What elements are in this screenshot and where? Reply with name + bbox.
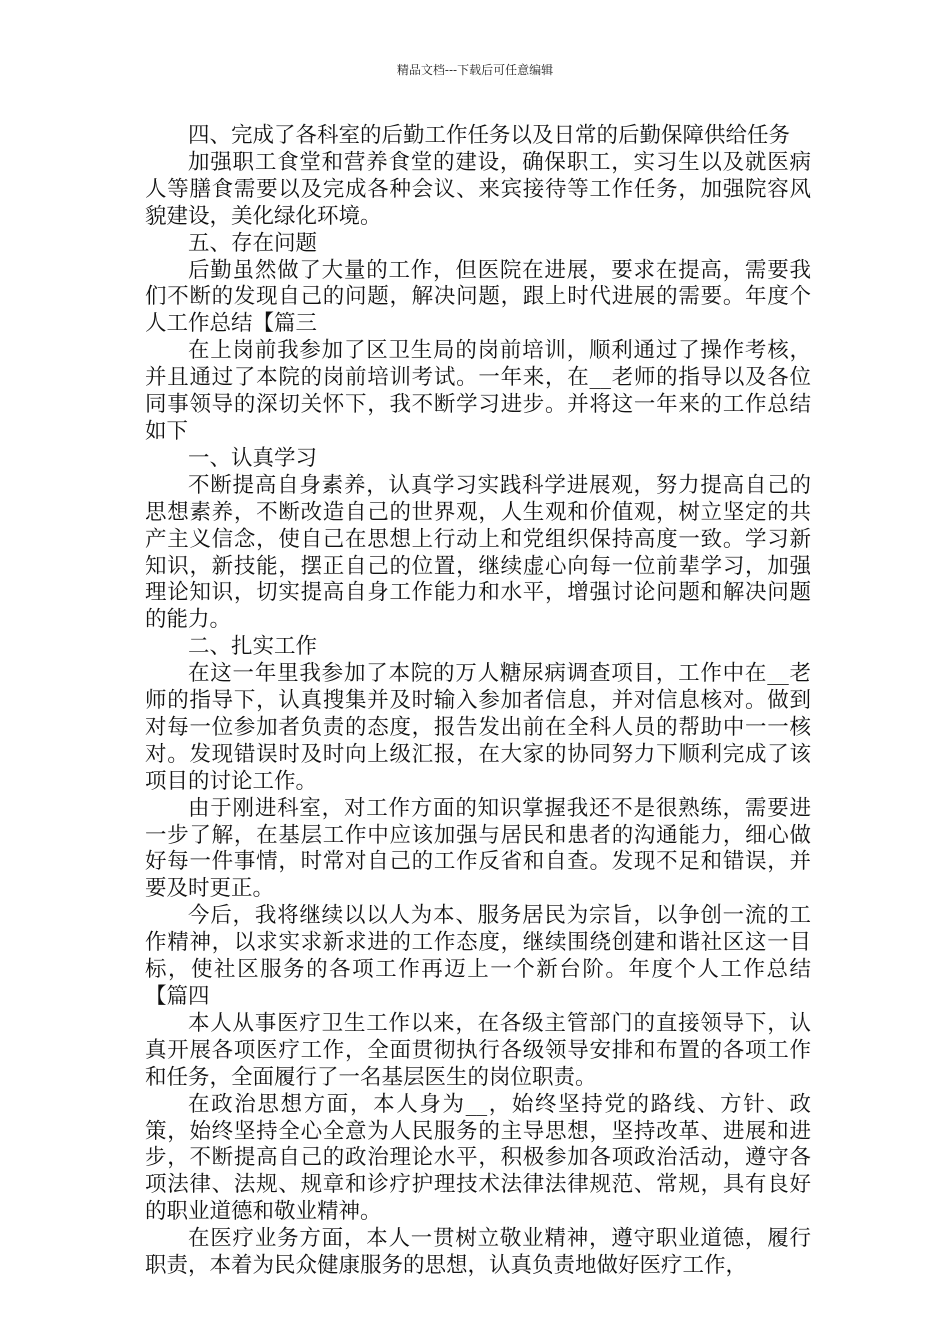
page-header: 精品文档---下载后可任意编辑 <box>396 63 554 77</box>
body-paragraph: 今后，我将继续以以人为本、服务居民为宗旨，以争创一流的工作精神，以求实求新求进的工作态度，继续围绕创建和谐社区这一目标，使社区服务的各项工作再迈上一个新台阶。年度个人工作总结【篇四 <box>145 903 811 1009</box>
body-paragraph: 在政治思想方面，本人身为__，始终坚持党的路线、方针、政策，始终坚持全心全意为人民服务的主导思想，坚持改革、进展和进步，不断提高自己的政治理论水平，积极参加各项政治活动，遵守各项法律、法规、规章和诊疗护理技术法律法律规范、常规，具有良好的职业道德和敬业精神。 <box>145 1091 811 1225</box>
body-paragraph: 不断提高自身素养，认真学习实践科学进展观，努力提高自己的思想素养，不断改造自己的世界观，人生观和价值观，树立坚定的共产主义信念，使自己在思想上行动上和党组织保持高度一致。学习新知识，新技能，摆正自己的位置，继续虚心向每一位前辈学习，加强理论知识，切实提高自身工作能力和水平，增强讨论问题和解决问题的能力。 <box>145 472 811 633</box>
section-heading-work: 二、扎实工作 <box>188 634 318 660</box>
body-paragraph: 加强职工食堂和营养食堂的建设，确保职工，实习生以及就医病人等膳食需要以及完成各种会议、来宾接待等工作任务，加强院容风貌建设，美化绿化环境。 <box>145 149 811 229</box>
body-paragraph: 在上岗前我参加了区卫生局的岗前培训，顺利通过了操作考核，并且通过了本院的岗前培训考试。一年来，在__老师的指导以及各位同事领导的深切关怀下，我不断学习进步。并将这一年来的工作总结如下 <box>145 338 811 444</box>
document-body <box>145 123 811 1280</box>
body-paragraph: 在这一年里我参加了本院的万人糖尿病调查项目，工作中在__老师的指导下，认真搜集并及时输入参加者信息，并对信息核对。做到对每一位参加者负责的态度，报告发出前在全科人员的帮助中一一核对。发现错误时及时向上级汇报，在大家的协同努力下顺利完成了该项目的讨论工作。 <box>145 661 811 794</box>
body-paragraph: 本人从事医疗卫生工作以来，在各级主管部门的直接领导下，认真开展各项医疗工作，全面贯彻执行各级领导安排和布置的各项工作和任务，全面履行了一名基层医生的岗位职责。 <box>145 1010 811 1090</box>
body-paragraph: 由于刚进科室，对工作方面的知识掌握我还不是很熟练，需要进一步了解，在基层工作中应该加强与居民和患者的沟通能力，细心做好每一件事情，时常对自己的工作反省和自查。发现不足和错误，并要及时更正。 <box>145 795 811 902</box>
section-heading-study: 一、认真学习 <box>188 445 318 471</box>
body-paragraph: 后勤虽然做了大量的工作，但医院在进展，要求在提高，需要我们不断的发现自己的问题，解决问题，跟上时代进展的需要。年度个人工作总结【篇三 <box>145 257 811 337</box>
section-heading-problems: 五、存在问题 <box>188 230 318 256</box>
body-paragraph: 在医疗业务方面，本人一贯树立敬业精神，遵守职业道德，履行职责，本着为民众健康服务的思想，认真负责地做好医疗工作， <box>145 1226 811 1279</box>
section-heading-logistics-tasks: 四、完成了各科室的后勤工作任务以及日常的后勤保障供给任务 <box>188 123 791 148</box>
